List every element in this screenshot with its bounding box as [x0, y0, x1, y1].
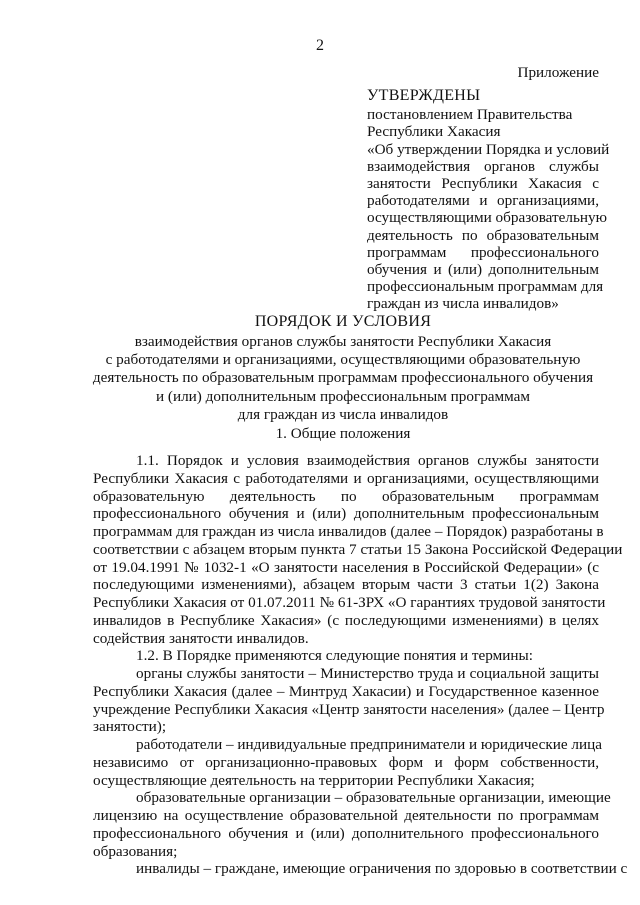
body-line: работодатели – индивидуальные предприниматели и юридические лица	[136, 736, 602, 753]
body-line: 1.1. Порядок и условия взаимодействия органов службы занятости	[136, 452, 599, 469]
approval-resolution-line: работодателями и организациями,	[367, 192, 599, 210]
body-line: учреждение Республики Хакасия «Центр занятости населения» (далее – Центр	[93, 700, 605, 718]
section-heading: 1. Общие положения	[275, 425, 411, 442]
body-line: образовательные организации – образовательные организации, имеющие	[136, 789, 611, 807]
body-line: от 19.04.1991 № 1032-1 «О занятости населения в Российской Федерации» (с	[93, 558, 599, 576]
body-line: профессионального обучения и (или) дополнительным профессиональным	[93, 505, 599, 523]
body-line: профессионального обучения и (или) дополнительного профессионального	[93, 824, 599, 842]
body-line: лицензию на осуществление образовательной деятельности по программам	[93, 807, 599, 824]
approval-resolution-line: обучения и (или) дополнительным	[367, 261, 599, 279]
approval-line: постановлением Правительства	[367, 106, 573, 124]
body-line: программам для граждан из числа инвалидов (далее – Порядок) разработаны в	[93, 523, 604, 540]
appendix-label: Приложение	[517, 64, 599, 81]
body-line: Республики Хакасия (далее – Минтруд Хакасии) и Государственное казенное	[93, 682, 599, 700]
body-line: содействия занятости инвалидов.	[93, 629, 309, 647]
document-title: ПОРЯДОК И УСЛОВИЯ	[254, 313, 432, 330]
body-line: осуществляющие деятельность на территории Республики Хакасия;	[93, 771, 535, 789]
approval-resolution-line: занятости Республики Хакасия с	[367, 175, 599, 193]
body-line: соответствии с абзацем вторым пункта 7 статьи 15 Закона Российской Федерации	[93, 540, 623, 558]
approved-heading: УТВЕРЖДЕНЫ	[367, 87, 481, 105]
document-title-block	[88, 312, 598, 424]
document-subtitle-line: взаимодействия органов службы занятости Республики Хакасия	[134, 333, 552, 350]
document-subtitle-line: с работодателями и организациями, осуществляющими образовательную	[105, 351, 581, 369]
body-text	[93, 452, 628, 878]
document-subtitle-line: для граждан из числа инвалидов	[237, 405, 449, 423]
approval-resolution-line: граждан из числа инвалидов»	[367, 295, 559, 313]
body-line: образования;	[93, 842, 178, 860]
approval-resolution-line: «Об утверждении Порядка и условий	[367, 140, 610, 158]
approval-resolution-line: программам профессионального	[367, 243, 599, 261]
body-line: последующими изменениями), абзацем вторым части 3 статьи 1(2) Закона	[93, 576, 599, 594]
body-line: органы службы занятости – Министерство труда и социальной защиты	[136, 665, 599, 682]
body-line: Республики Хакасия с работодателями и организациями, осуществляющими	[93, 469, 599, 487]
document-subtitle-line: деятельность по образовательным программам профессионального обучения	[92, 369, 594, 387]
body-line: инвалиды – граждане, имеющие ограничения по здоровью в соответствии с	[136, 860, 628, 878]
approval-line: Республики Хакасия	[367, 123, 501, 141]
body-line: занятости);	[93, 718, 167, 736]
body-line: инвалидов в Республике Хакасия» (с последующими изменениями) в целях	[93, 611, 599, 629]
body-line: независимо от организационно-правовых форм и форм собственности,	[93, 753, 599, 771]
body-line: Республики Хакасия от 01.07.2011 № 61-ЗРХ «О гарантиях трудовой занятости	[93, 594, 606, 611]
approval-resolution-line: деятельность по образовательным	[367, 226, 599, 244]
approval-resolution-line: профессиональным программам для	[367, 278, 604, 296]
body-line: образовательную деятельность по образовательным программам	[93, 487, 599, 505]
document-subtitle-line: и (или) дополнительным профессиональным программам	[155, 387, 531, 405]
body-line: 1.2. В Порядке применяются следующие понятия и термины:	[136, 647, 533, 665]
page-number: 2	[316, 37, 324, 54]
approval-resolution-line: осуществляющими образовательную	[367, 209, 607, 227]
approval-block	[367, 64, 610, 313]
approval-resolution-line: взаимодействия органов службы	[367, 157, 599, 175]
